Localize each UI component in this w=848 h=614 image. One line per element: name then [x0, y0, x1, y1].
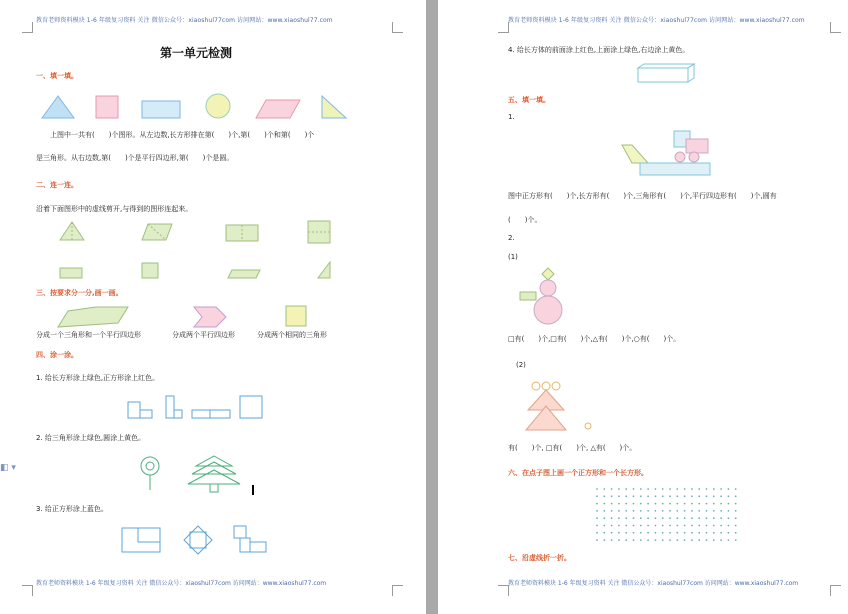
grid-dot — [647, 517, 649, 519]
truck-figure — [622, 125, 712, 177]
grid-dot — [618, 532, 620, 534]
section-3-label-1: 分成一个三角形和一个平行四边形 — [36, 331, 141, 339]
grid-dot — [611, 503, 613, 505]
crop-mark — [22, 585, 33, 596]
grid-dot — [698, 532, 700, 534]
grid-dot — [596, 517, 598, 519]
grid-dot — [625, 517, 627, 519]
grid-dot — [676, 488, 678, 490]
section-5-q2-1-text: □有( )个,□有( )个,△有( )个,○有( )个。 — [508, 335, 681, 343]
section-5-q2-2-text: 有( )个, □有( )个, △有( )个。 — [508, 444, 637, 452]
grid-dot — [691, 517, 693, 519]
grid-dot — [728, 539, 730, 541]
grid-dot — [596, 539, 598, 541]
grid-dot — [662, 532, 664, 534]
flower-and-tree — [136, 452, 256, 494]
grid-dot — [603, 532, 605, 534]
grid-dot — [603, 539, 605, 541]
grid-dot — [676, 517, 678, 519]
grid-dot — [728, 532, 730, 534]
grid-dot — [720, 495, 722, 497]
grid-dot — [698, 495, 700, 497]
grid-dot — [611, 532, 613, 534]
grid-dot — [647, 495, 649, 497]
section-4-q3: 3. 给正方形涂上蓝色。 — [36, 505, 108, 513]
grid-dot — [698, 525, 700, 527]
square-shape — [96, 96, 118, 118]
grid-dot — [691, 532, 693, 534]
right-triangle-shape — [322, 96, 346, 118]
page-footer: 教育老师资料模块 1-6 年级复习资料 关注 微信公众号：xiaoshul77com 访问网站：www.xiaoshul77.com — [36, 580, 327, 587]
section-5-q1-number: 1. — [508, 113, 515, 121]
grid-dot — [691, 510, 693, 512]
snowman-figure — [518, 266, 578, 328]
grid-dot — [633, 495, 635, 497]
grid-dot — [713, 532, 715, 534]
grid-dot — [691, 488, 693, 490]
grid-dot — [633, 488, 635, 490]
grid-dot — [728, 488, 730, 490]
grid-dot — [698, 503, 700, 505]
section-4-q1: 1. 给长方形涂上绿色,正方形涂上红色。 — [36, 374, 160, 382]
section-7-heading: 七、沿虚线折一折。 — [508, 554, 571, 562]
rectangle-shape — [142, 101, 180, 118]
page-gutter — [426, 0, 438, 614]
grid-dot — [611, 510, 613, 512]
section-3-heading: 三、按要求分一分,画一画。 — [36, 289, 123, 297]
grid-dot — [662, 488, 664, 490]
section-4-q2: 2. 给三角形涂上绿色,圆涂上黄色。 — [36, 434, 146, 442]
grid-dot — [669, 539, 671, 541]
grid-dot — [618, 525, 620, 527]
grid-dot — [713, 495, 715, 497]
grid-dot — [706, 488, 708, 490]
grid-dot — [618, 539, 620, 541]
grid-dot — [655, 495, 657, 497]
grid-dot — [640, 510, 642, 512]
grid-dot — [676, 495, 678, 497]
grid-dot — [698, 510, 700, 512]
section-5-q2-1: (1) — [508, 253, 518, 261]
grid-dot — [735, 532, 737, 534]
grid-dot — [596, 488, 598, 490]
grid-dot — [640, 517, 642, 519]
shapes-row — [36, 90, 356, 120]
grid-dot — [611, 525, 613, 527]
page-header: 教育老师资料模块 1-6 年级复习资料 关注 微信公众号：xiaoshul77com 访问网站：www.xiaoshul77.com — [508, 17, 805, 24]
grid-dot — [633, 510, 635, 512]
grid-dot — [618, 495, 620, 497]
grid-dot — [625, 495, 627, 497]
grid-dot — [618, 517, 620, 519]
grid-dot — [713, 503, 715, 505]
grid-dot — [684, 488, 686, 490]
grid-dot — [691, 503, 693, 505]
grid-dot — [640, 539, 642, 541]
grid-dot — [603, 503, 605, 505]
grid-dot — [676, 539, 678, 541]
grid-dot — [735, 495, 737, 497]
rectangles-squares — [120, 392, 270, 420]
grid-dot — [713, 525, 715, 527]
grid-dot — [662, 510, 664, 512]
section-1-line-1: 上图中一共有( )个图形。从左边数,长方形排在第( )个,第( )个和第( )个 — [50, 131, 315, 139]
grid-dot — [669, 488, 671, 490]
grid-dot — [647, 532, 649, 534]
grid-dot — [735, 488, 737, 490]
grid-dot — [655, 532, 657, 534]
grid-dot — [633, 503, 635, 505]
grid-dot — [691, 525, 693, 527]
grid-dot — [713, 517, 715, 519]
grid-dot — [640, 488, 642, 490]
grid-dot — [706, 532, 708, 534]
grid-dot — [669, 525, 671, 527]
grid-dot — [603, 517, 605, 519]
grid-dot — [706, 517, 708, 519]
grid-dot — [625, 503, 627, 505]
robot-figure — [522, 376, 602, 434]
section-4-heading: 四、涂一涂。 — [36, 351, 78, 359]
grid-dot — [720, 517, 722, 519]
grid-dot — [735, 539, 737, 541]
right-page — [438, 0, 848, 614]
grid-dot — [596, 503, 598, 505]
grid-dot — [625, 532, 627, 534]
grid-dot — [603, 488, 605, 490]
grid-dot — [655, 503, 657, 505]
grid-dot — [698, 539, 700, 541]
grid-dot — [735, 525, 737, 527]
grid-dot — [662, 495, 664, 497]
grid-dot — [706, 525, 708, 527]
grid-dot — [662, 503, 664, 505]
grid-dot — [647, 488, 649, 490]
grid-dot — [655, 517, 657, 519]
grid-dot — [713, 510, 715, 512]
grid-dot — [662, 525, 664, 527]
page-title: 第一单元检测 — [160, 46, 233, 60]
grid-dot — [625, 539, 627, 541]
grid-dot — [625, 525, 627, 527]
grid-dot — [625, 510, 627, 512]
grid-dot — [596, 510, 598, 512]
grid-dot — [625, 488, 627, 490]
grid-dot — [669, 517, 671, 519]
grid-dot — [720, 539, 722, 541]
grid-dot — [647, 525, 649, 527]
grid-dot — [691, 539, 693, 541]
grid-dot — [684, 517, 686, 519]
grid-dot — [706, 510, 708, 512]
crop-mark — [392, 22, 403, 33]
grid-dot — [611, 539, 613, 541]
grid-dot — [603, 525, 605, 527]
grid-dot — [603, 510, 605, 512]
grid-dot — [647, 503, 649, 505]
section-5-heading: 五、填一填。 — [508, 96, 550, 104]
grid-dot — [706, 539, 708, 541]
section-5-q1-text-2: ( )个。 — [508, 216, 542, 224]
grid-dot — [633, 525, 635, 527]
grid-dot — [647, 539, 649, 541]
section-1-heading: 一、填一填。 — [36, 72, 78, 80]
grid-dot — [728, 517, 730, 519]
section-6-heading: 六、在点子图上画一个正方形和一个长方形。 — [508, 469, 648, 477]
cuboid-shape — [636, 62, 696, 84]
grid-dot — [655, 525, 657, 527]
grid-dot — [603, 495, 605, 497]
grid-dot — [669, 510, 671, 512]
section-2-instruction: 沿着下面图形中的虚线剪开,与得到的图形连起来。 — [36, 205, 193, 213]
grid-dot — [633, 517, 635, 519]
grid-dot — [735, 503, 737, 505]
text-cursor — [252, 485, 254, 495]
grid-dot — [640, 532, 642, 534]
circle-shape — [206, 94, 230, 118]
grid-dot — [640, 503, 642, 505]
crop-mark — [830, 585, 841, 596]
section-5-q2-number: 2. — [508, 234, 515, 242]
grid-dot — [735, 510, 737, 512]
question-4: 4. 给长方体的前面涂上红色,上面涂上绿色,右边涂上黄色。 — [508, 46, 690, 54]
grid-dot — [611, 495, 613, 497]
grid-dot — [611, 517, 613, 519]
section-3-label-3: 分成两个相同的三角形 — [257, 331, 327, 339]
crop-mark — [830, 22, 841, 33]
grid-dot — [713, 488, 715, 490]
section-5-q1-text: 图中正方形有( )个,长方形有( )个,三角形有( )个,平行四边形有( )个,圆有 — [508, 192, 777, 200]
grid-dot — [669, 532, 671, 534]
grid-dot — [633, 532, 635, 534]
page-footer: 教育老师资料模块 1-6 年级复习资料 关注 微信公众号：xiaoshul77com 访问网站：www.xiaoshul77.com — [508, 580, 799, 587]
grid-dot — [720, 525, 722, 527]
grid-dot — [706, 495, 708, 497]
section-1-line-2: 是三角形。从右边数,第( )个是平行四边形,第( )个是圆。 — [36, 154, 234, 162]
divide-shapes — [36, 303, 356, 329]
grid-dot — [669, 495, 671, 497]
grid-dot — [684, 532, 686, 534]
dot-grid[interactable] — [594, 486, 744, 546]
crop-mark — [392, 585, 403, 596]
section-5-q2-2: (2) — [516, 361, 526, 369]
grid-dot — [640, 525, 642, 527]
grid-dot — [684, 510, 686, 512]
grid-dot — [691, 495, 693, 497]
grid-dot — [728, 525, 730, 527]
page-header: 教育老师资料模块 1-6 年级复习资料 关注 微信公众号：xiaoshul77com 访问网站：www.xiaoshul77.com — [36, 17, 333, 24]
grid-dot — [728, 510, 730, 512]
grid-dot — [655, 488, 657, 490]
squares-to-color — [118, 522, 278, 556]
grid-dot — [669, 503, 671, 505]
grid-dot — [720, 488, 722, 490]
grid-dot — [676, 510, 678, 512]
grid-dot — [676, 525, 678, 527]
grid-dot — [596, 495, 598, 497]
grid-dot — [698, 488, 700, 490]
grid-dot — [633, 539, 635, 541]
section-2-heading: 二、连一连。 — [36, 181, 78, 189]
grid-dot — [640, 495, 642, 497]
grid-dot — [662, 539, 664, 541]
grid-dot — [618, 488, 620, 490]
grid-dot — [713, 539, 715, 541]
grid-dot — [720, 503, 722, 505]
parallelogram-shape — [256, 100, 300, 118]
grid-dot — [728, 503, 730, 505]
grid-dot — [735, 517, 737, 519]
grid-dot — [684, 525, 686, 527]
grid-dot — [655, 539, 657, 541]
grid-dot — [662, 517, 664, 519]
grid-dot — [684, 539, 686, 541]
grid-dot — [684, 503, 686, 505]
grid-dot — [596, 525, 598, 527]
page-nav-icon[interactable]: ◧ ▾ — [0, 463, 16, 473]
grid-dot — [655, 510, 657, 512]
grid-dot — [618, 503, 620, 505]
section-3-label-2: 分成两个平行四边形 — [172, 331, 235, 339]
triangle-shape — [42, 96, 74, 118]
grid-dot — [676, 503, 678, 505]
grid-dot — [611, 488, 613, 490]
grid-dot — [706, 503, 708, 505]
grid-dot — [720, 510, 722, 512]
grid-dot — [698, 517, 700, 519]
grid-dot — [684, 495, 686, 497]
grid-dot — [618, 510, 620, 512]
grid-dot — [676, 532, 678, 534]
crop-mark — [22, 22, 33, 33]
grid-dot — [728, 495, 730, 497]
cut-shapes — [36, 218, 356, 282]
grid-dot — [720, 532, 722, 534]
grid-dot — [596, 532, 598, 534]
grid-dot — [647, 510, 649, 512]
